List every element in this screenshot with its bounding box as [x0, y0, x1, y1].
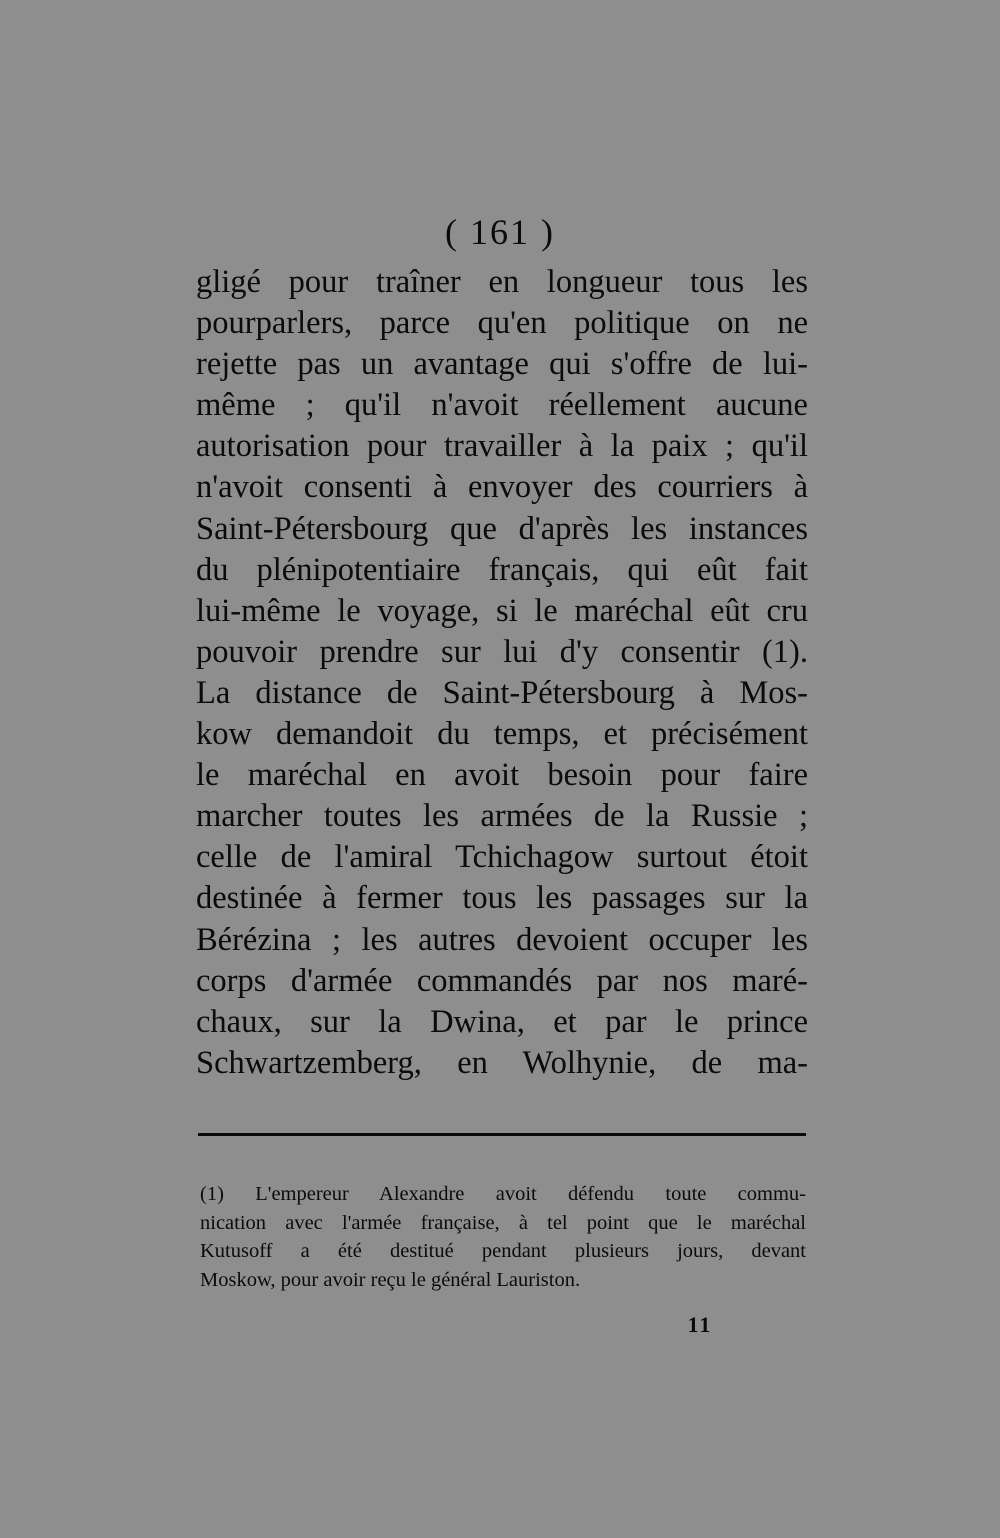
text-line: marcher toutes les armées de la Russie ; — [196, 798, 808, 835]
text-line: Bérézina ; les autres devoient occuper les — [196, 921, 808, 958]
text-line: du plénipotentiaire français, qui eût fait — [196, 551, 808, 588]
text-line: kow demandoit du temps, et précisément — [196, 716, 808, 753]
footnote-line: Kutusoff a été destitué pendant plusieurs jours, devant — [200, 1240, 806, 1262]
text-line: le maréchal en avoit besoin pour faire — [196, 757, 808, 794]
footnote-line: (1) L'empereur Alexandre avoit défendu toute commu- — [200, 1183, 806, 1205]
text-line: Saint-Pétersbourg que d'après les instances — [196, 510, 808, 547]
text-line: gligé pour traîner en longueur tous les — [196, 264, 808, 300]
body-text — [196, 262, 808, 1084]
footnote — [200, 1180, 806, 1294]
footnote-line: Moskow, pour avoir reçu le général Lauriston. — [200, 1268, 581, 1291]
footnote-divider — [198, 1133, 806, 1136]
text-line: destinée à fermer tous les passages sur la — [196, 880, 808, 917]
text-line: n'avoit consenti à envoyer des courriers à — [196, 469, 808, 506]
text-line: chaux, sur la Dwina, et par le prince — [196, 1003, 808, 1040]
footnote-line: nication avec l'armée française, à tel point que le maréchal — [200, 1211, 806, 1234]
page-number: ( 161 ) — [445, 212, 555, 252]
text-line: La distance de Saint-Pétersbourg à Mos- — [196, 674, 808, 711]
text-line: rejette pas un avantage qui s'offre de lui- — [196, 346, 808, 383]
text-line: autorisation pour travailler à la paix ; qu'il — [196, 428, 808, 465]
text-line: corps d'armée commandés par nos maré- — [196, 962, 808, 999]
text-line: Schwartzemberg, en Wolhynie, de ma- — [196, 1044, 808, 1081]
text-line: même ; qu'il n'avoit réellement aucune — [196, 387, 808, 424]
text-line: celle de l'amiral Tchichagow surtout étoit — [196, 839, 808, 876]
text-line: pourparlers, parce qu'en politique on ne — [196, 305, 808, 342]
text-line: pouvoir prendre sur lui d'y consentir (1). — [196, 633, 808, 670]
signature-mark: 11 — [687, 1312, 713, 1337]
text-line: lui-même le voyage, si le maréchal eût cru — [196, 592, 808, 629]
